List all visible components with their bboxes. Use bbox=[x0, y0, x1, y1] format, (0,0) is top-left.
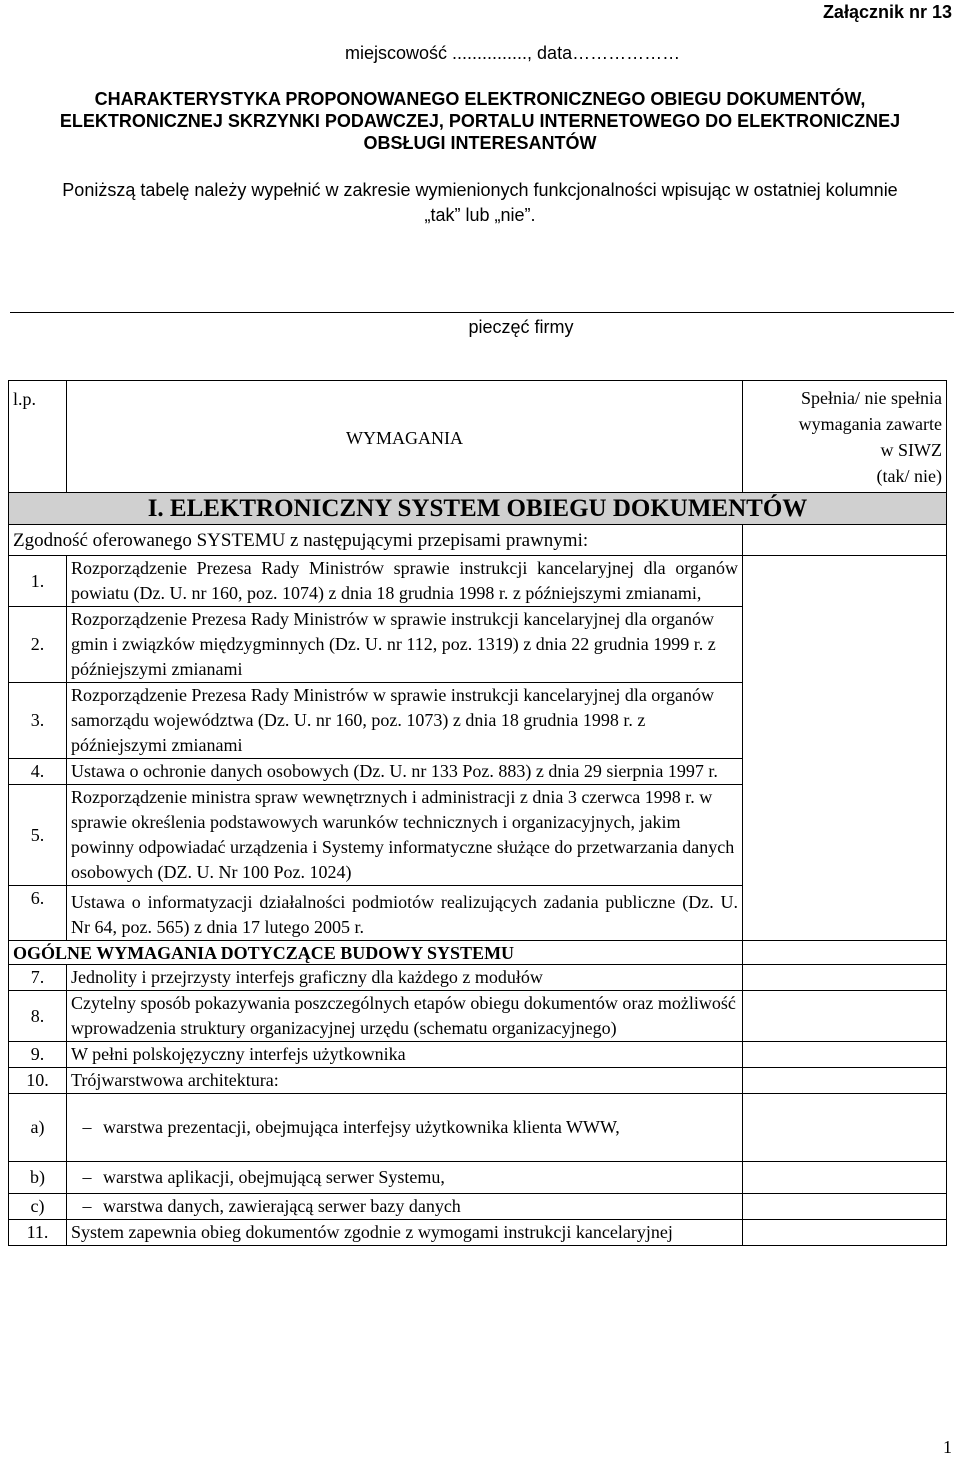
row-number: b) bbox=[9, 1162, 67, 1194]
row-number: 4. bbox=[9, 759, 67, 785]
answer-cell[interactable] bbox=[743, 991, 947, 1042]
requirement-text: Rozporządzenie Prezesa Rady Ministrów sprawie instrukcji kancelaryjnej dla organów powiatu (Dz. U. nr 160, poz. 1074) z dnia 18 grudnia 1998 r. z późniejszymi zmianami, bbox=[67, 556, 743, 607]
section-row bbox=[9, 941, 947, 965]
answer-cell[interactable] bbox=[743, 1162, 947, 1194]
subsection-title: Zgodność oferowanego SYSTEMU z następującymi przepisami prawnymi: bbox=[9, 525, 743, 556]
row-number: c) bbox=[9, 1194, 67, 1220]
table-row bbox=[9, 1194, 947, 1220]
header-fulfils bbox=[743, 381, 947, 493]
answer-cell[interactable] bbox=[743, 965, 947, 991]
answer-cell[interactable] bbox=[743, 1094, 947, 1162]
answer-cell[interactable] bbox=[743, 1042, 947, 1068]
place-date-line: miejscowość ..............., data……………… bbox=[345, 43, 681, 63]
row-number: 11. bbox=[9, 1220, 67, 1246]
answer-cell[interactable] bbox=[743, 556, 947, 941]
answer-cell[interactable] bbox=[743, 1068, 947, 1094]
table-row bbox=[9, 1068, 947, 1094]
requirement-text: Jednolity i przejrzysty interfejs graficzny dla każdego z modułów bbox=[67, 965, 743, 991]
section-title: OGÓLNE WYMAGANIA DOTYCZĄCE BUDOWY SYSTEMU bbox=[9, 941, 743, 965]
row-number: 7. bbox=[9, 965, 67, 991]
row-number: a) bbox=[9, 1094, 67, 1162]
header-fulfils-line-4: (tak/ nie) bbox=[876, 465, 942, 486]
requirement-text bbox=[67, 1194, 743, 1220]
instruction-line-1: Poniższą tabelę należy wypełnić w zakresie wymienionych funkcjonalności wpisując w ostatniej kolumnie bbox=[62, 180, 898, 200]
stamp-signature-line bbox=[10, 312, 954, 313]
requirement-text: W pełni polskojęzyczny interfejs użytkownika bbox=[67, 1042, 743, 1068]
section-row bbox=[9, 493, 947, 525]
header-lp: l.p. bbox=[9, 381, 67, 493]
table-row bbox=[9, 1094, 947, 1162]
header-fulfils-line-3: w SIWZ bbox=[880, 439, 942, 460]
row-number: 5. bbox=[9, 785, 67, 886]
requirements-table bbox=[8, 380, 947, 1246]
title-line-2: ELEKTRONICZNEJ SKRZYNKI PODAWCZEJ, PORTALU INTERNETOWEGO DO ELEKTRONICZNEJ bbox=[59, 111, 901, 131]
requirement-text: Ustawa o informatyzacji działalności podmiotów realizujących zadania publiczne (Dz. U. Nr 64, poz. 565) z dnia 17 lutego 2005 r. bbox=[67, 886, 743, 941]
requirement-text: Trójwarstwowa architektura: bbox=[67, 1068, 743, 1094]
requirement-text: Ustawa o ochronie danych osobowych (Dz. U. nr 133 Poz. 883) z dnia 29 sierpnia 1997 r. bbox=[67, 759, 743, 785]
table-row bbox=[9, 1042, 947, 1068]
answer-cell[interactable] bbox=[743, 1220, 947, 1246]
page-number: 1 bbox=[943, 1437, 952, 1457]
table-header-row bbox=[9, 381, 947, 493]
section-title: I. ELEKTRONICZNY SYSTEM OBIEGU DOKUMENTÓW bbox=[9, 493, 947, 525]
header-fulfils-line-2: wymagania zawarte bbox=[798, 413, 942, 434]
table-row bbox=[9, 556, 947, 607]
instruction-text bbox=[0, 178, 960, 228]
stamp-label: pieczęć firmy bbox=[468, 317, 574, 337]
header-fulfils-line-1: Spełnia/ nie spełnia bbox=[801, 387, 942, 408]
table-row bbox=[9, 1162, 947, 1194]
table-row bbox=[9, 965, 947, 991]
row-number: 9. bbox=[9, 1042, 67, 1068]
dash-bullet: – bbox=[82, 1167, 92, 1187]
dash-bullet: – bbox=[82, 1117, 92, 1137]
answer-cell[interactable] bbox=[743, 1194, 947, 1220]
requirement-text: Czytelny sposób pokazywania poszczególnych etapów obiegu dokumentów oraz możliwość wprowadzenia struktury organizacyjnej urzędu (schematu organizacyjnego) bbox=[67, 991, 743, 1042]
row-number: 6. bbox=[9, 886, 67, 941]
answer-cell[interactable] bbox=[743, 525, 947, 556]
requirement-text: System zapewnia obieg dokumentów zgodnie z wymogami instrukcji kancelaryjnej bbox=[67, 1220, 743, 1246]
dash-bullet: – bbox=[82, 1196, 92, 1216]
document-title bbox=[0, 88, 960, 154]
requirement-text: Rozporządzenie Prezesa Rady Ministrów w sprawie instrukcji kancelaryjnej dla organów samorządu województwa (Dz. U. nr 160, poz. 1073) z dnia 18 grudnia 1998 r. z późniejszymi zmianami bbox=[67, 683, 743, 759]
header-requirements-label: WYMAGANIA bbox=[346, 428, 463, 448]
subsection-row bbox=[9, 525, 947, 556]
layer-text: warstwa prezentacji, obejmująca interfejsy użytkownika klienta WWW, bbox=[103, 1117, 620, 1137]
row-number: 10. bbox=[9, 1068, 67, 1094]
requirement-text: Rozporządzenie ministra spraw wewnętrznych i administracji z dnia 3 czerwca 1998 r. w sprawie określenia podstawowych warunków technicznych i organizacyjnych, jakim powinny odpowiadać urządzenia i Systemy informatyczne służące do przetwarzania danych osobowych (DZ. U. Nr 100 Poz. 1024) bbox=[67, 785, 743, 886]
row-number: 1. bbox=[9, 556, 67, 607]
header-requirements bbox=[67, 381, 743, 493]
row-number: 3. bbox=[9, 683, 67, 759]
title-line-1: CHARAKTERYSTYKA PROPONOWANEGO ELEKTRONICZNEGO OBIEGU DOKUMENTÓW, bbox=[94, 89, 866, 109]
layer-text: warstwa danych, zawierającą serwer bazy danych bbox=[103, 1196, 461, 1216]
table-row bbox=[9, 1220, 947, 1246]
requirement-text bbox=[67, 1094, 743, 1162]
attachment-label: Załącznik nr 13 bbox=[822, 2, 952, 22]
answer-cell[interactable] bbox=[743, 941, 947, 965]
table-row bbox=[9, 991, 947, 1042]
layer-text: warstwa aplikacji, obejmującą serwer Systemu, bbox=[103, 1167, 445, 1187]
requirement-text bbox=[67, 1162, 743, 1194]
title-line-3: OBSŁUGI INTERESANTÓW bbox=[363, 133, 597, 153]
requirement-text: Rozporządzenie Prezesa Rady Ministrów w sprawie instrukcji kancelaryjnej dla organów gmin i związków międzygminnych (Dz. U. nr 112, poz. 1319) z dnia 22 grudnia 1999 r. z późniejszymi zmianami bbox=[67, 607, 743, 683]
row-number: 8. bbox=[9, 991, 67, 1042]
row-number: 2. bbox=[9, 607, 67, 683]
instruction-line-2: „tak” lub „nie”. bbox=[424, 205, 536, 225]
